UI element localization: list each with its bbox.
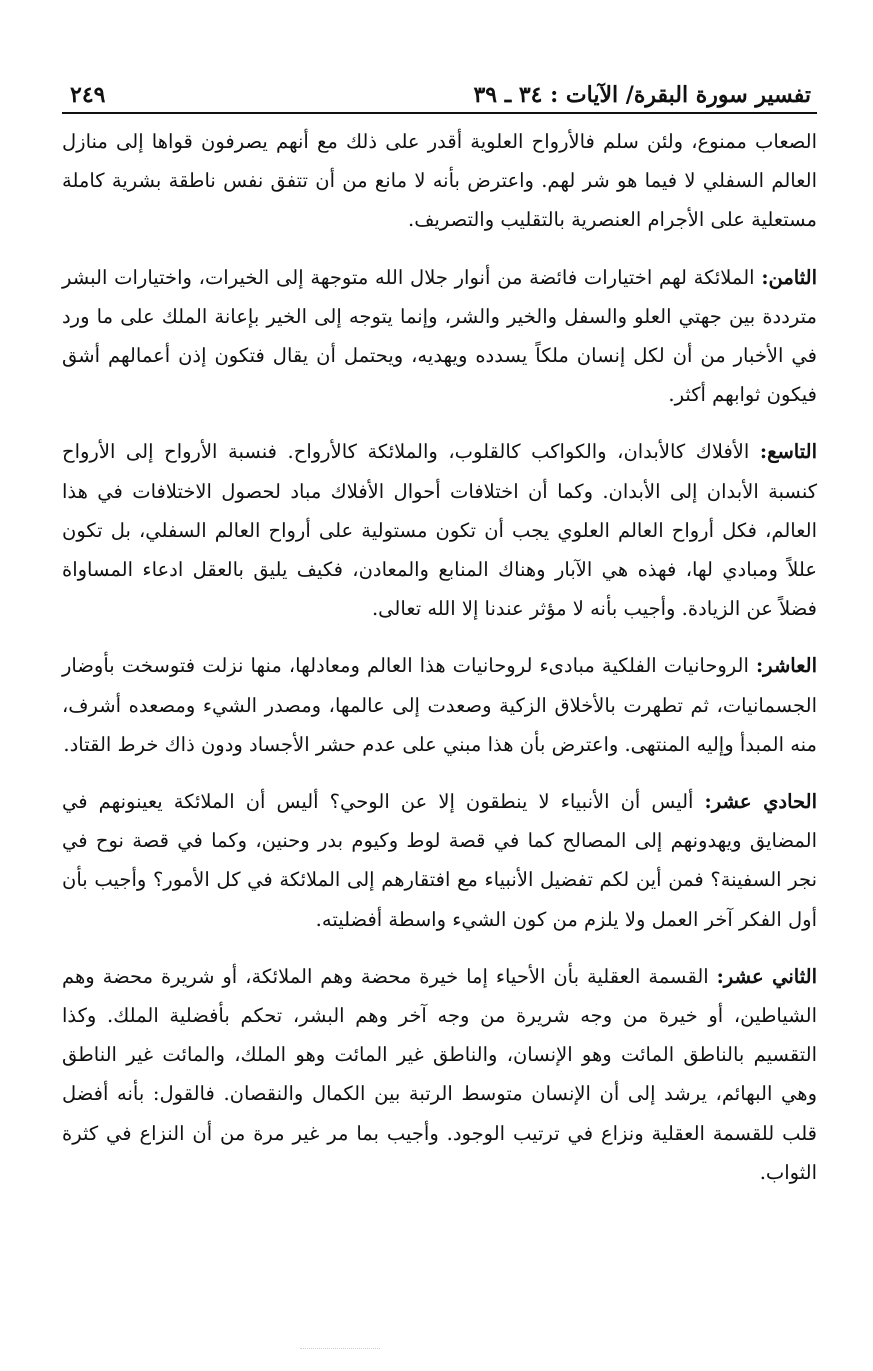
paragraph-text: الأفلاك كالأبدان، والكواكب كالقلوب، والملائكة كالأرواح. فنسبة الأرواح إلى الأرواح كنسبة الأبدان إلى الأبدان. وكما أن اختلافات أحوال الأفلاك مباد لحصول الاختلافات في هذا العالم، فكل أرواح العالم العلوي يجب أن تكون مستولية على أرواح العالم السفلي، بل تكون عللاً ومبادي لها، فهذه هي الآبار وهناك المنابع والمعادن، فكيف يليق بالعقل ادعاء المساواة فضلاً عن الزيادة. وأجيب بأنه لا مؤثر عندنا إلا الله تعالى. bbox=[62, 440, 817, 621]
paragraph-text: القسمة العقلية بأن الأحياء إما خيرة محضة وهم الملائكة، أو شريرة محضة وهم الشياطين، أو خيرة من وجه شريرة من وجه آخر وهم البشر، تحكم بأفضلية الملك. وكذا التقسيم بالناطق المائت وهو الإنسان، والناطق غير المائت وهو الملك، والمائت غير الناطق وهي البهائم، يرشد إلى أن الإنسان متوسط الرتبة بين الكمال والنقصان. فالقول: بأنه أفضل قلب للقسمة العقلية ونزاع في ترتيب الوجود. وأجيب بما مر غير مرة من أن النزاع في كثرة الثواب. bbox=[62, 964, 817, 1184]
scan-artifact bbox=[300, 1348, 380, 1355]
paragraph-4 bbox=[62, 646, 817, 764]
header-rule bbox=[62, 112, 817, 114]
paragraph-text: الملائكة لهم اختيارات فائضة من أنوار جلال الله متوجهة إلى الخيرات، واختيارات البشر مترددة بين جهتي العلو والسفل والخير والشر، وإنما يتوجه إلى الخير بإعانة الملك على ما ورد في الأخبار من أن لكل إنسان ملكاً يسدده ويهديه، ويحتمل أن يقال فتكون إذن أعمالهم أشق فيكون ثوابهم أكثر. bbox=[62, 265, 817, 407]
paragraph-lead: العاشر: bbox=[755, 654, 817, 678]
paragraph-lead: الثامن: bbox=[761, 265, 817, 289]
header-title: تفسير سورة البقرة/ الآيات : ٣٤ ـ ٣٩ bbox=[473, 82, 811, 108]
paragraph-3 bbox=[62, 432, 817, 628]
paragraph-text: الروحانيات الفلكية مبادىء لروحانيات هذا العالم ومعادلها، منها نزلت فتوسخت بأوضار الجسمانيات، ثم تطهرت بالأخلاق الزكية وصعدت إلى عالمها، ومصدر الشيء ومصعده أشرف، منه المبدأ وإليه المنتهى. واعترض بأن هذا مبني على عدم حشر الأجساد ودون ذاك خرط القتاد. bbox=[62, 654, 817, 756]
body-text bbox=[62, 122, 817, 1210]
running-header bbox=[70, 72, 811, 108]
paragraph-lead: التاسع: bbox=[759, 440, 817, 464]
paragraph-text: أليس أن الأنبياء لا ينطقون إلا عن الوحي؟ أليس أن الملائكة يعينونهم في المضايق ويهدونهم إلى المصالح كما في قصة لوط وكيوم بدر وحنين، وكما في قصة نوح في نجر السفينة؟ فمن أين لكم تفضيل الأنبياء مع افتقارهم إلى الملائكة في كل الأمور؟ وأجيب بأن أول الفكر آخر العمل ولا يلزم من كون الشيء واسطة أفضليته. bbox=[62, 790, 817, 931]
paragraph-text: الصعاب ممنوع، ولئن سلم فالأرواح العلوية أقدر على ذلك مع أنهم يصرفون قواها إلى منازل العالم السفلي لا فيما هو شر لهم. واعترض بأنه لا مانع من أن تتفق نفس ناطقة بشرية كاملة مستعلية على الأجرام العنصرية بالتقليب والتصريف. bbox=[62, 130, 817, 232]
paragraph-lead: الحادي عشر: bbox=[704, 790, 817, 814]
paragraph-1 bbox=[62, 122, 817, 240]
paragraph-5 bbox=[62, 782, 817, 939]
paragraph-lead: الثاني عشر: bbox=[716, 964, 817, 988]
page-number: ٢٤٩ bbox=[70, 82, 106, 108]
paragraph-6 bbox=[62, 957, 817, 1192]
paragraph-2 bbox=[62, 258, 817, 415]
